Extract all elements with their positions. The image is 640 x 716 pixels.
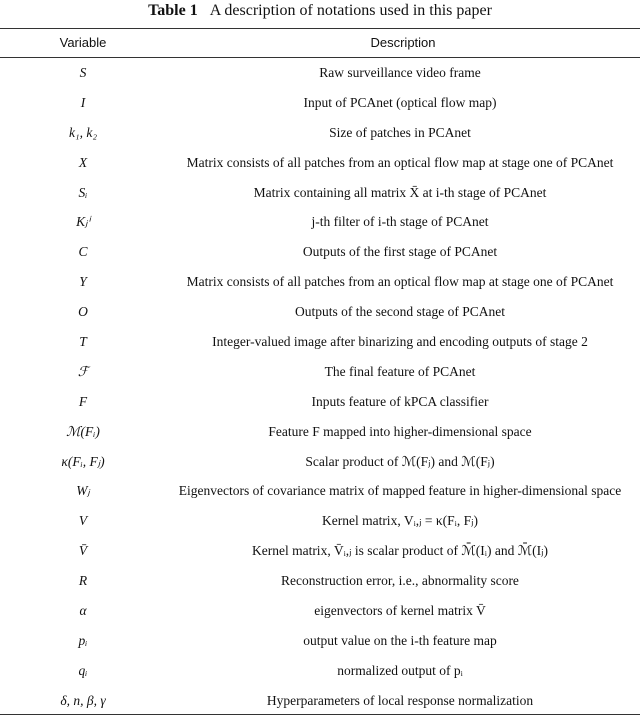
variable-cell: ℱ — [77, 363, 89, 379]
variable-cell: S — [79, 65, 87, 80]
table-body — [0, 58, 640, 716]
variable-cell: k₁, k₂ — [68, 124, 98, 140]
table-row — [0, 327, 640, 357]
variable-cell: C — [78, 244, 88, 260]
description-cell: normalized output of pᵢ — [337, 662, 463, 678]
variable-cell: X — [78, 154, 88, 170]
description-cell: Outputs of the first stage of PCAnet — [302, 244, 498, 260]
description-cell: Scalar product of ℳ(Fⱼ) and ℳ(Fⱼ) — [305, 453, 495, 469]
table-row — [0, 148, 640, 178]
table-row — [0, 626, 640, 656]
description-cell: Size of patches in PCAnet — [329, 124, 471, 140]
variable-cell: O — [78, 304, 88, 320]
description-cell: Integer-valued image after binarizing and encoding outputs of stage 2 — [212, 334, 588, 350]
description-cell: Input of PCAnet (optical flow map) — [303, 94, 497, 110]
description-cell: The final feature of PCAnet — [324, 363, 476, 379]
table-row — [0, 447, 640, 477]
table-row — [0, 178, 640, 208]
description-cell: Reconstruction error, i.e., abnormality score — [281, 573, 519, 589]
description-cell: Matrix containing all matrix X̄ at i-th stage of PCAnet — [253, 184, 547, 200]
table-row — [0, 387, 640, 417]
table-number: Table 1 — [148, 2, 198, 19]
variable-cell: pᵢ — [78, 632, 88, 648]
table-row — [0, 297, 640, 327]
table-title: A description of notations used in this paper — [209, 2, 492, 19]
description-cell: Hyperparameters of local response normalization — [266, 692, 534, 708]
variable-cell: α — [79, 603, 87, 619]
variable-cell: I — [80, 94, 86, 110]
table-row — [0, 476, 640, 506]
variable-cell: ℳ(Fᵢ) — [66, 423, 100, 439]
description-cell: Outputs of the second stage of PCAnet — [295, 304, 505, 320]
table-row — [0, 506, 640, 536]
table-row — [0, 357, 640, 387]
description-cell: Matrix consists of all patches from an optical flow map at stage one of PCAnet — [186, 274, 614, 290]
variable-cell: R — [78, 573, 88, 589]
description-cell: Kernel matrix, Vᵢ,ⱼ = κ(Fᵢ, Fⱼ) — [321, 513, 479, 529]
table-caption — [0, 0, 640, 22]
variable-cell: Y — [79, 274, 87, 290]
variable-cell: Sᵢ — [78, 184, 88, 200]
variable-cell: δ, n, β, γ — [60, 692, 106, 708]
variable-cell: V — [78, 513, 88, 529]
table-header — [0, 32, 640, 54]
table-row — [0, 58, 640, 88]
variable-cell: V̄ — [78, 543, 88, 559]
variable-cell: qᵢ — [78, 662, 88, 678]
variable-cell: Kⱼⁱ — [76, 214, 90, 230]
table-row — [0, 536, 640, 566]
header-variable: Variable — [59, 35, 107, 50]
variable-cell: Wⱼ — [76, 483, 90, 499]
description-cell: Matrix consists of all patches from an optical flow map at stage one of PCAnet — [186, 154, 614, 170]
table-row — [0, 686, 640, 716]
description-cell: Inputs feature of kPCA classifier — [311, 393, 489, 409]
header-description: Description — [370, 35, 436, 50]
table-row — [0, 118, 640, 148]
table-row — [0, 656, 640, 686]
table-row — [0, 566, 640, 596]
table-row — [0, 237, 640, 267]
variable-cell: F — [78, 393, 88, 409]
bottom-rule — [0, 714, 640, 715]
top-rule — [0, 28, 640, 29]
description-cell: output value on the i-th feature map — [303, 632, 497, 648]
description-cell: j-th filter of i-th stage of PCAnet — [311, 214, 489, 230]
table-row — [0, 88, 640, 118]
table-row — [0, 596, 640, 626]
table-row — [0, 207, 640, 237]
description-cell: eigenvectors of kernel matrix V̄ — [314, 603, 486, 619]
description-cell: Kernel matrix, V̄ᵢ,ⱼ is scalar product of ℳ̄(Iᵢ) and ℳ̄(Iⱼ) — [251, 543, 549, 559]
description-cell: Eigenvectors of covariance matrix of mapped feature in higher-dimensional space — [178, 483, 622, 499]
table-row — [0, 267, 640, 297]
description-cell: Feature F mapped into higher-dimensional space — [268, 423, 532, 439]
variable-cell: κ(Fᵢ, Fⱼ) — [61, 453, 105, 469]
table-row — [0, 417, 640, 447]
description-cell: Raw surveillance video frame — [319, 65, 481, 80]
variable-cell: T — [79, 334, 87, 350]
